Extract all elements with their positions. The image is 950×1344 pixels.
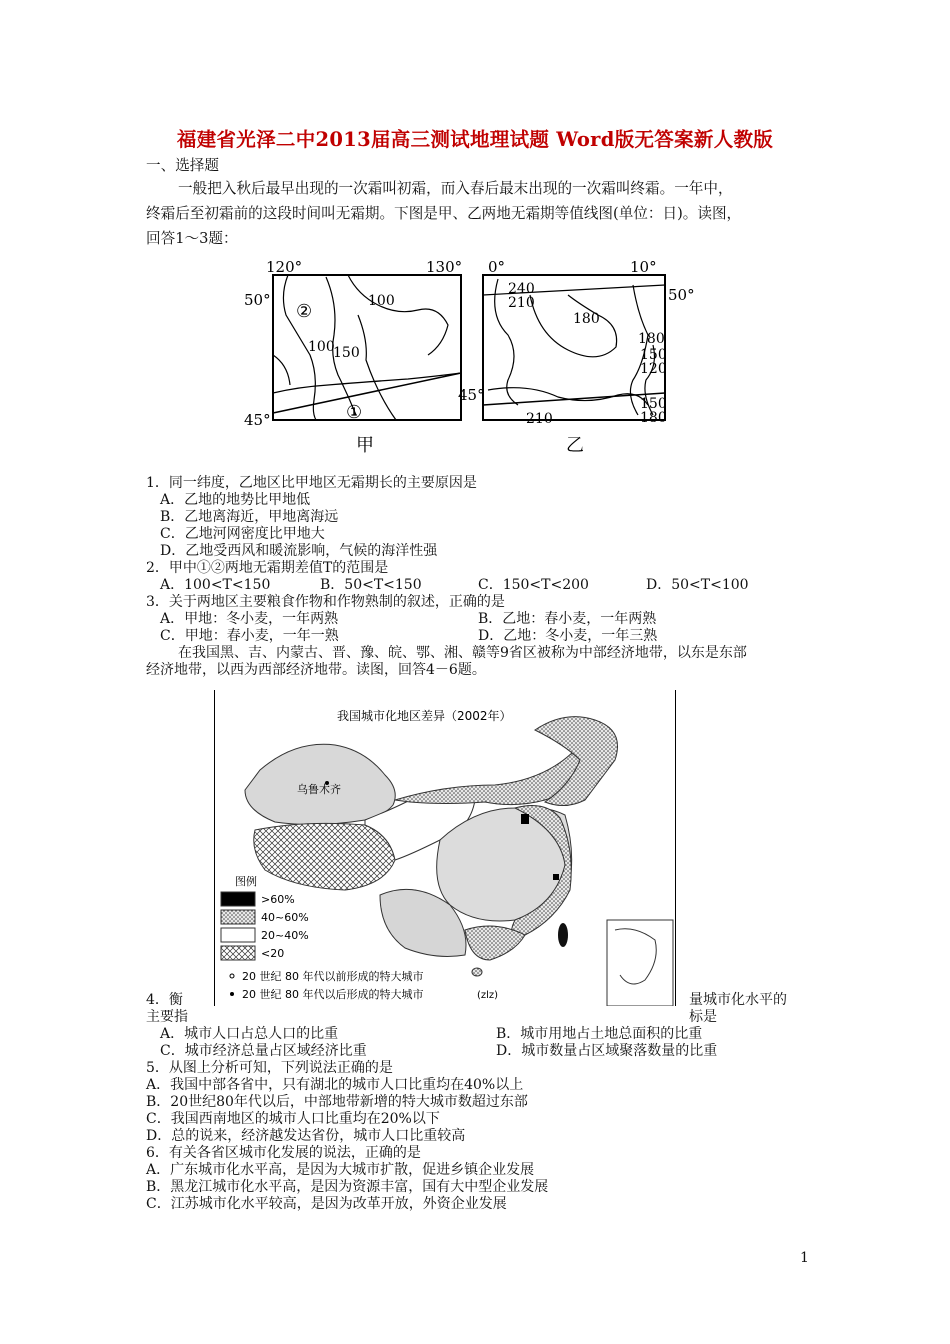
jia-marker-1: ①	[346, 402, 363, 423]
south-sea-inset	[607, 920, 673, 1006]
q5-stem: 5．从图上分析可知，下列说法正确的是	[146, 1060, 393, 1076]
jia-marker-2: ②	[296, 301, 313, 322]
section-heading: 一、选择题	[146, 157, 219, 174]
q4-stem-left1: 4．衡	[146, 992, 183, 1008]
q3-option-d: D．乙地：冬小麦，一年三熟	[478, 628, 658, 644]
q4-stem-right2: 标是	[689, 1009, 717, 1025]
q6-option-c: C．江苏城市化水平较高，是因为改革开放，外资企业发展	[146, 1196, 507, 1212]
legend-title: 图例	[235, 875, 257, 888]
q1-option-a: A．乙地的地势比甲地低	[160, 492, 311, 508]
legend-label-60: >60%	[261, 893, 295, 906]
q4-option-c: C．城市经济总量占区域经济比重	[160, 1043, 367, 1059]
legend-swatch-40-60	[221, 910, 255, 924]
yi-contour-150b: 150	[640, 396, 667, 412]
region-beijing	[521, 814, 529, 824]
q2-option-c: C．150<T<200	[478, 577, 589, 593]
legend-swatch-20	[221, 946, 255, 960]
q6-option-b: B．黑龙江城市化水平高，是因为资源丰富，国有大中型企业发展	[146, 1179, 549, 1195]
intro1-line2: 终霜后至初霜前的这段时间叫无霜期。下图是甲、乙两地无霜期等值线图(单位：日)。读图，	[146, 205, 742, 222]
legend-city-old: 20 世纪 80 年代以前形成的特大城市	[242, 970, 424, 983]
legend-label-40-60: 40~60%	[261, 911, 309, 924]
city-urumqi: 乌鲁木齐	[297, 783, 341, 796]
intro2-line2: 经济地带，以西为西部经济地带。读图，回答4－6题。	[146, 662, 486, 678]
yi-lon-right: 10°	[630, 258, 657, 276]
legend-swatch-20-40	[221, 928, 255, 942]
jia-map	[244, 258, 462, 455]
jia-contour-100b: 100	[308, 339, 335, 355]
legend-label-20: <20	[261, 947, 285, 960]
urbanization-map	[215, 690, 675, 1006]
q5-option-d: D．总的说来，经济越发达省份，城市人口比重较高	[146, 1128, 466, 1144]
q2-stem: 2．甲中①②两地无霜期差值T的范围是	[146, 560, 389, 576]
yi-contour-180c: 180	[640, 410, 667, 426]
q4-stem-left2: 主要指	[146, 1009, 188, 1025]
q2-option-b: B．50<T<150	[320, 577, 422, 593]
region-shanghai	[553, 874, 559, 880]
yi-label: 乙	[566, 435, 584, 455]
q6-stem: 6．有关各省区城市化发展的说法，正确的是	[146, 1145, 421, 1161]
intro1-line1: 一般把入秋后最早出现的一次霜叫初霜，而入春后最末出现的一次霜叫终霜。一年中，	[178, 180, 733, 197]
jia-contour-100a: 100	[368, 293, 395, 309]
jia-lat-top: 50°	[244, 291, 271, 309]
yi-contour-180b: 180	[638, 331, 665, 347]
document-title: 福建省光泽二中2013届高三测试地理试题 Word版无答案新人教版	[176, 128, 774, 151]
q3-stem: 3．关于两地区主要粮食作物和作物熟制的叙述，正确的是	[146, 594, 505, 610]
q4-option-b: B．城市用地占土地总面积的比重	[496, 1026, 703, 1042]
urbanization-map-figure	[214, 690, 676, 1006]
yi-contour-210b: 210	[526, 411, 553, 427]
q5-option-c: C．我国西南地区的城市人口比重均在20%以下	[146, 1111, 440, 1127]
yi-contour-240: 240	[508, 281, 535, 297]
legend-swatch-60	[221, 892, 255, 906]
q3-option-c: C．甲地：春小麦，一年一熟	[160, 628, 339, 644]
q4-stem-right1: 量城市化水平的	[689, 992, 787, 1008]
q2-option-d: D．50<T<100	[646, 577, 749, 593]
legend-city-new-dot	[230, 992, 234, 996]
q1-option-d: D．乙地受西风和暖流影响，气候的海洋性强	[160, 543, 438, 559]
q5-option-a: A．我国中部各省中，只有湖北的城市人口比重均在40%以上	[146, 1077, 524, 1093]
yi-contour-210a: 210	[508, 295, 535, 311]
region-south	[465, 926, 525, 960]
yi-lat-top: 50°	[668, 286, 695, 304]
jia-label: 甲	[356, 435, 374, 455]
jia-lon-left: 120°	[266, 258, 303, 276]
q4-option-a: A．城市人口占总人口的比重	[160, 1026, 339, 1042]
q1-stem: 1．同一纬度，乙地区比甲地区无霜期长的主要原因是	[146, 475, 477, 491]
intro1-line3: 回答1～3题：	[146, 230, 238, 247]
jia-lat-bottom: 45°	[244, 411, 271, 429]
q3-option-a: A．甲地：冬小麦，一年两熟	[160, 611, 339, 627]
intro2-line1: 在我国黑、吉、内蒙古、晋、豫、皖、鄂、湘、赣等9省区被称为中部经济地带，以东是东部	[178, 645, 747, 661]
page-number: 1	[800, 1250, 809, 1266]
region-tibet	[254, 823, 395, 890]
frost-isoline-figure	[238, 255, 698, 455]
q5-option-b: B．20世纪80年代以后，中部地带新增的特大城市数超过东部	[146, 1094, 528, 1110]
q2-option-a: A．100<T<150	[160, 577, 271, 593]
q1-option-b: B．乙地离海近，甲地离海远	[160, 509, 339, 525]
yi-map	[458, 258, 695, 455]
yi-lat-bottom: 45°	[458, 386, 485, 404]
yi-contour-150a: 150	[640, 347, 667, 363]
legend-city-old-dot	[230, 974, 234, 978]
yi-lon-left: 0°	[488, 258, 506, 276]
region-hainan	[472, 968, 482, 976]
q3-option-b: B．乙地：春小麦，一年两熟	[478, 611, 657, 627]
jia-lon-right: 130°	[426, 258, 463, 276]
map-title: 我国城市化地区差异（2002年）	[337, 709, 512, 723]
map-watermark: (zlz)	[477, 990, 499, 1001]
yi-contour-120: 120	[640, 361, 667, 377]
q6-option-a: A．广东城市化水平高，是因为大城市扩散，促进乡镇企业发展	[146, 1162, 535, 1178]
yi-contour-180a: 180	[573, 311, 600, 327]
legend-city-new: 20 世纪 80 年代以后形成的特大城市	[242, 988, 424, 1001]
legend-label-20-40: 20~40%	[261, 929, 309, 942]
q4-option-d: D．城市数量占区域聚落数量的比重	[496, 1043, 718, 1059]
region-taiwan	[558, 923, 568, 947]
jia-contour-150: 150	[333, 345, 360, 361]
q1-option-c: C．乙地河网密度比甲地大	[160, 526, 325, 542]
